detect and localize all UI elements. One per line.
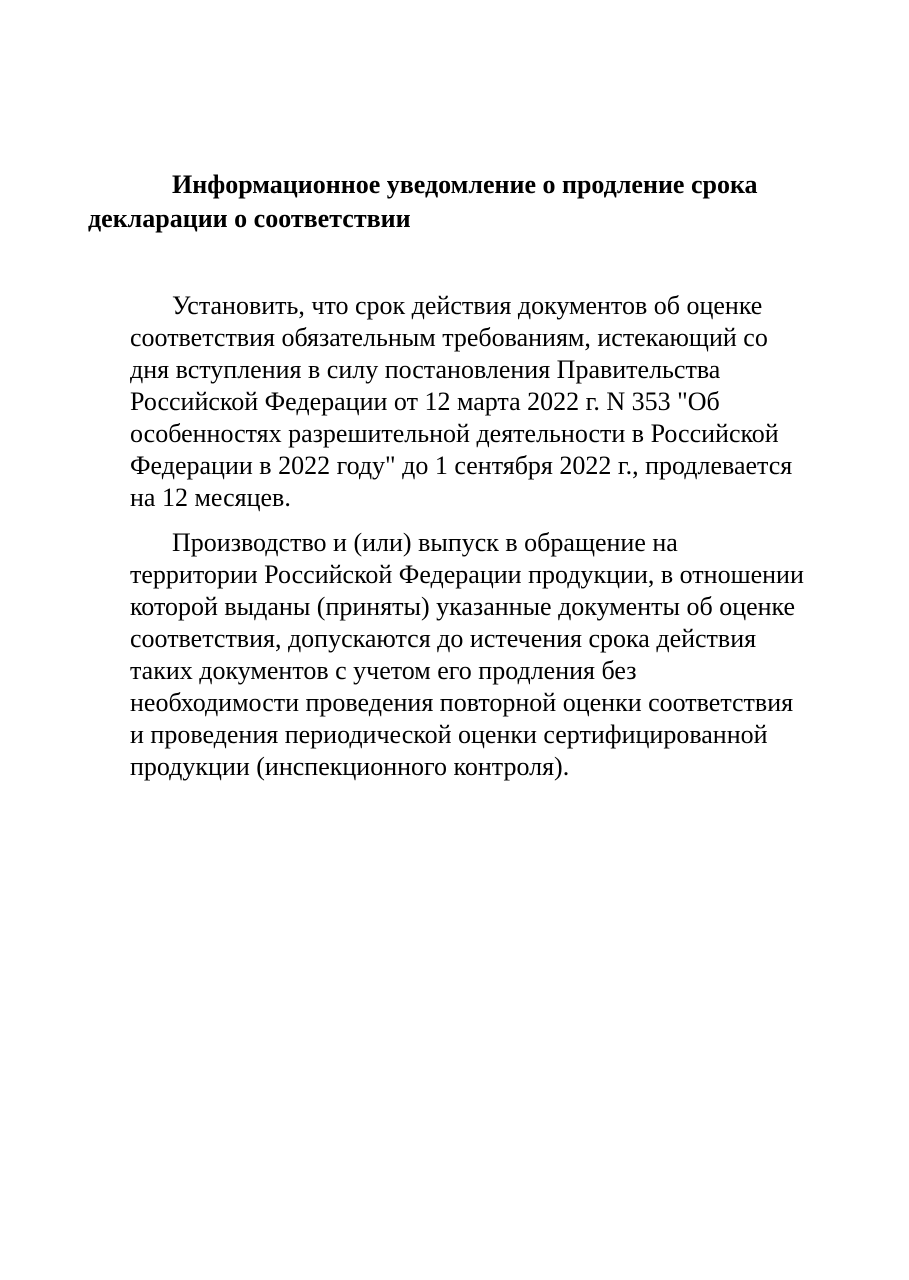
paragraph-line: необходимости проведения повторной оценки соответствия [130,688,794,717]
paragraph-line: на 12 месяцев. [130,483,291,512]
paragraph-line: Производство и (или) выпуск в обращение на [172,528,678,557]
paragraph-production-release [130,527,845,783]
paragraph-line: территории Российской Федерации продукции, в отношении [130,560,804,589]
paragraph-line: Федерации в 2022 году" до 1 сентября 2022 г., продлевается [130,451,793,480]
document-title-line: Информационное уведомление о продление срока [172,170,758,199]
paragraph-validity-extension [130,290,845,514]
paragraph-line: соответствия, допускаются до истечения срока действия [130,624,757,653]
paragraph-line: Установить, что срок действия документов об оценке [172,291,763,320]
paragraph-line: которой выданы (приняты) указанные документы об оценке [130,592,796,621]
document-title [88,168,845,236]
paragraph-line: соответствия обязательным требованиям, истекающий со [130,323,768,352]
paragraph-line: дня вступления в силу постановления Правительства [130,355,721,384]
document-title-line: декларации о соответствии [88,204,411,233]
paragraph-line: Российской Федерации от 12 марта 2022 г. N 353 "Об [130,387,720,416]
document-content [88,168,845,783]
paragraph-line: таких документов с учетом его продления без [130,656,637,685]
paragraph-line: особенностях разрешительной деятельности в Российской [130,419,779,448]
paragraph-line: продукции (инспекционного контроля). [130,752,570,781]
paragraph-line: и проведения периодической оценки сертифицированной [130,720,768,749]
